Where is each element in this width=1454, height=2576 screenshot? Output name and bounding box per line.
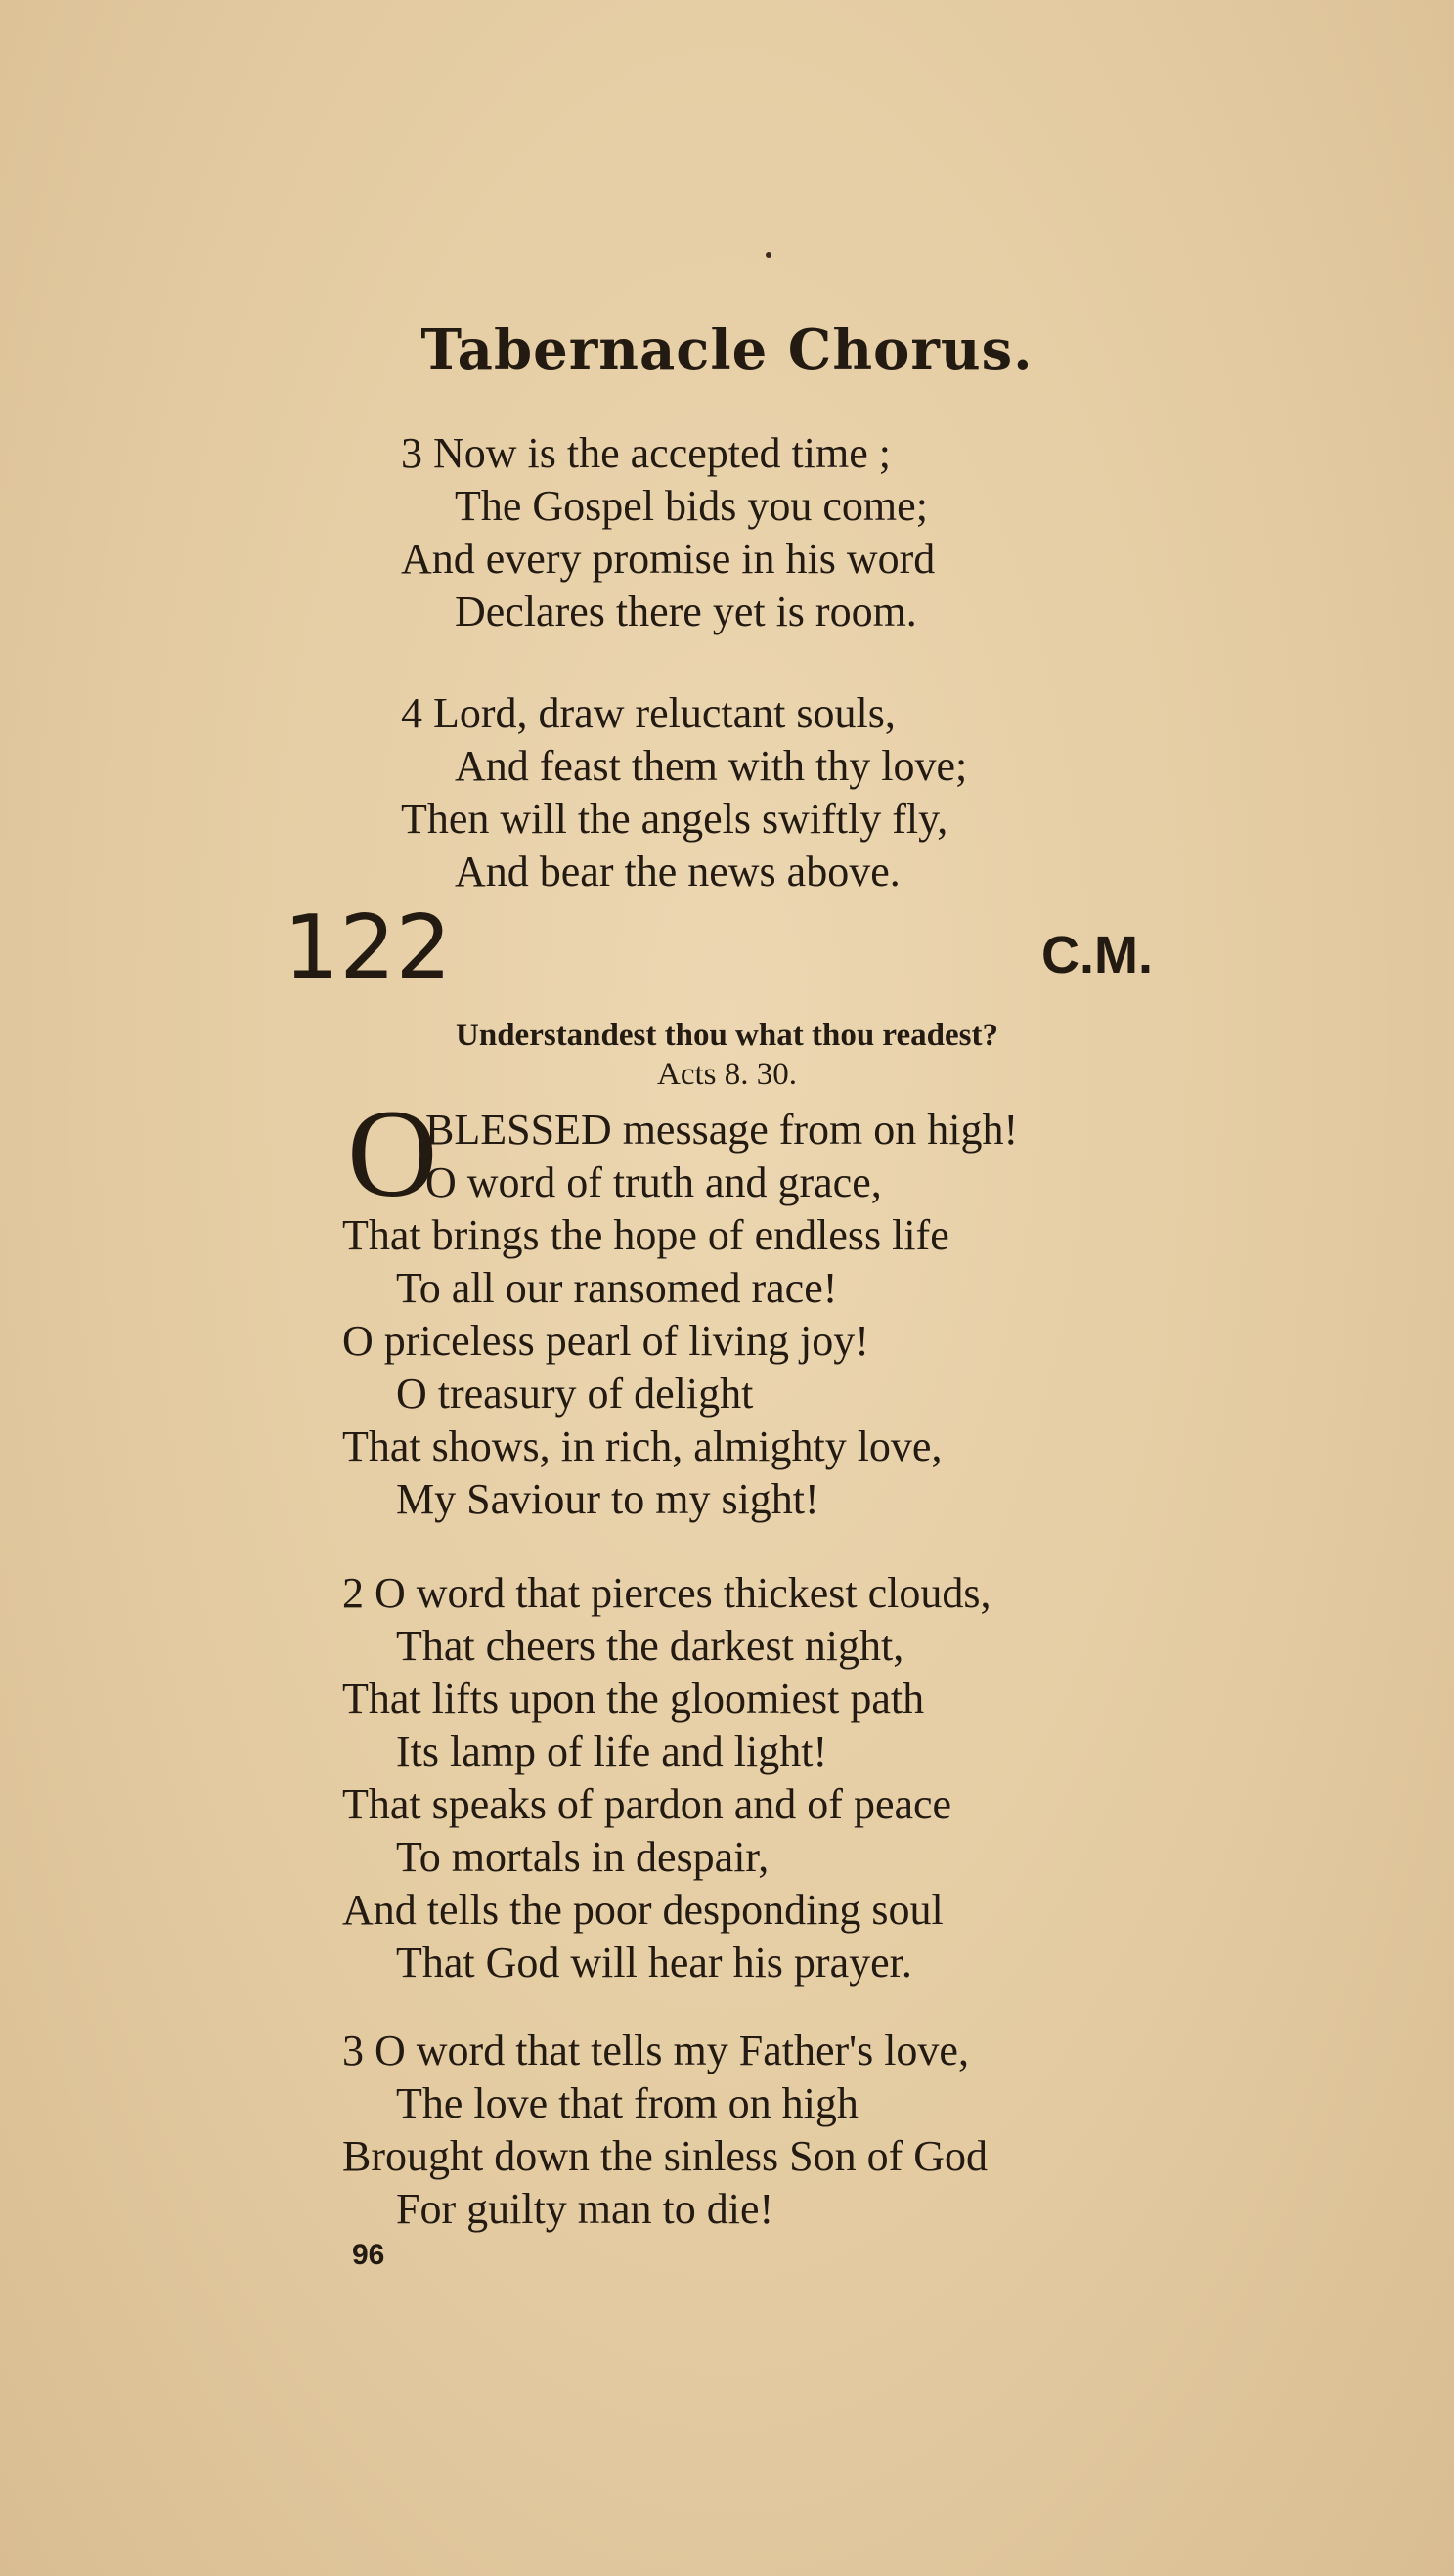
stanza3-line3: Brought down the sinless Son of God bbox=[342, 2132, 988, 2180]
stanza3-line1: 3 O word that tells my Father's love, bbox=[342, 2027, 969, 2074]
scripture-reference: Acts 8. 30. bbox=[657, 1057, 797, 1092]
stanza1-line2: O word of truth and grace, bbox=[425, 1158, 882, 1206]
prev-stanza4-line3: Then will the angels swiftly fly, bbox=[401, 795, 948, 843]
stanza2-line8: That God will hear his prayer. bbox=[396, 1939, 912, 1987]
stanza2-line3: That lifts upon the gloomiest path bbox=[342, 1675, 925, 1723]
hymn-epigraph: Understandest thou what thou readest? bbox=[456, 1018, 998, 1053]
stanza3-line2: The love that from on high bbox=[396, 2079, 859, 2127]
prev-stanza4-line1: 4 Lord, draw reluctant souls, bbox=[401, 689, 896, 737]
prev-stanza3-line3: And every promise in his word bbox=[401, 535, 936, 583]
stanza2-line2: That cheers the darkest night, bbox=[396, 1622, 904, 1670]
prev-stanza3-line2: The Gospel bids you come; bbox=[455, 482, 928, 530]
stanza1-line7: That shows, in rich, almighty love, bbox=[342, 1422, 943, 1470]
ink-speck bbox=[766, 252, 771, 258]
hymn-number: 122 bbox=[284, 896, 452, 999]
prev-stanza4-line4: And bear the news above. bbox=[455, 848, 901, 895]
stanza3-line4: For guilty man to die! bbox=[396, 2185, 774, 2233]
stanza1-line8: My Saviour to my sight! bbox=[396, 1475, 819, 1523]
prev-stanza3-line1: 3 Now is the accepted time ; bbox=[401, 429, 891, 477]
stanza1-line3: That brings the hope of endless life bbox=[342, 1211, 949, 1259]
page-header: Tabernacle Chorus. bbox=[420, 318, 1034, 382]
hymn-meter: C.M. bbox=[1041, 926, 1153, 984]
stanza2-line1: 2 O word that pierces thickest clouds, bbox=[342, 1569, 991, 1617]
stanza1-line6: O treasury of delight bbox=[396, 1370, 754, 1418]
stanza2-line6: To mortals in despair, bbox=[396, 1833, 770, 1881]
stanza2-line5: That speaks of pardon and of peace bbox=[342, 1780, 952, 1828]
prev-stanza3-line4: Declares there yet is room. bbox=[455, 588, 917, 635]
drop-cap: O bbox=[347, 1084, 438, 1223]
stanza1-line4: To all our ransomed race! bbox=[396, 1264, 838, 1312]
stanza1-line5: O priceless pearl of living joy! bbox=[342, 1317, 869, 1365]
prev-stanza4-line2: And feast them with thy love; bbox=[455, 742, 968, 790]
page-number: 96 bbox=[352, 2239, 385, 2271]
stanza1-line1: BLESSED message from on high! bbox=[425, 1106, 1019, 1154]
stanza2-line4: Its lamp of life and light! bbox=[396, 1727, 828, 1775]
stanza2-line7: And tells the poor desponding soul bbox=[342, 1886, 944, 1934]
